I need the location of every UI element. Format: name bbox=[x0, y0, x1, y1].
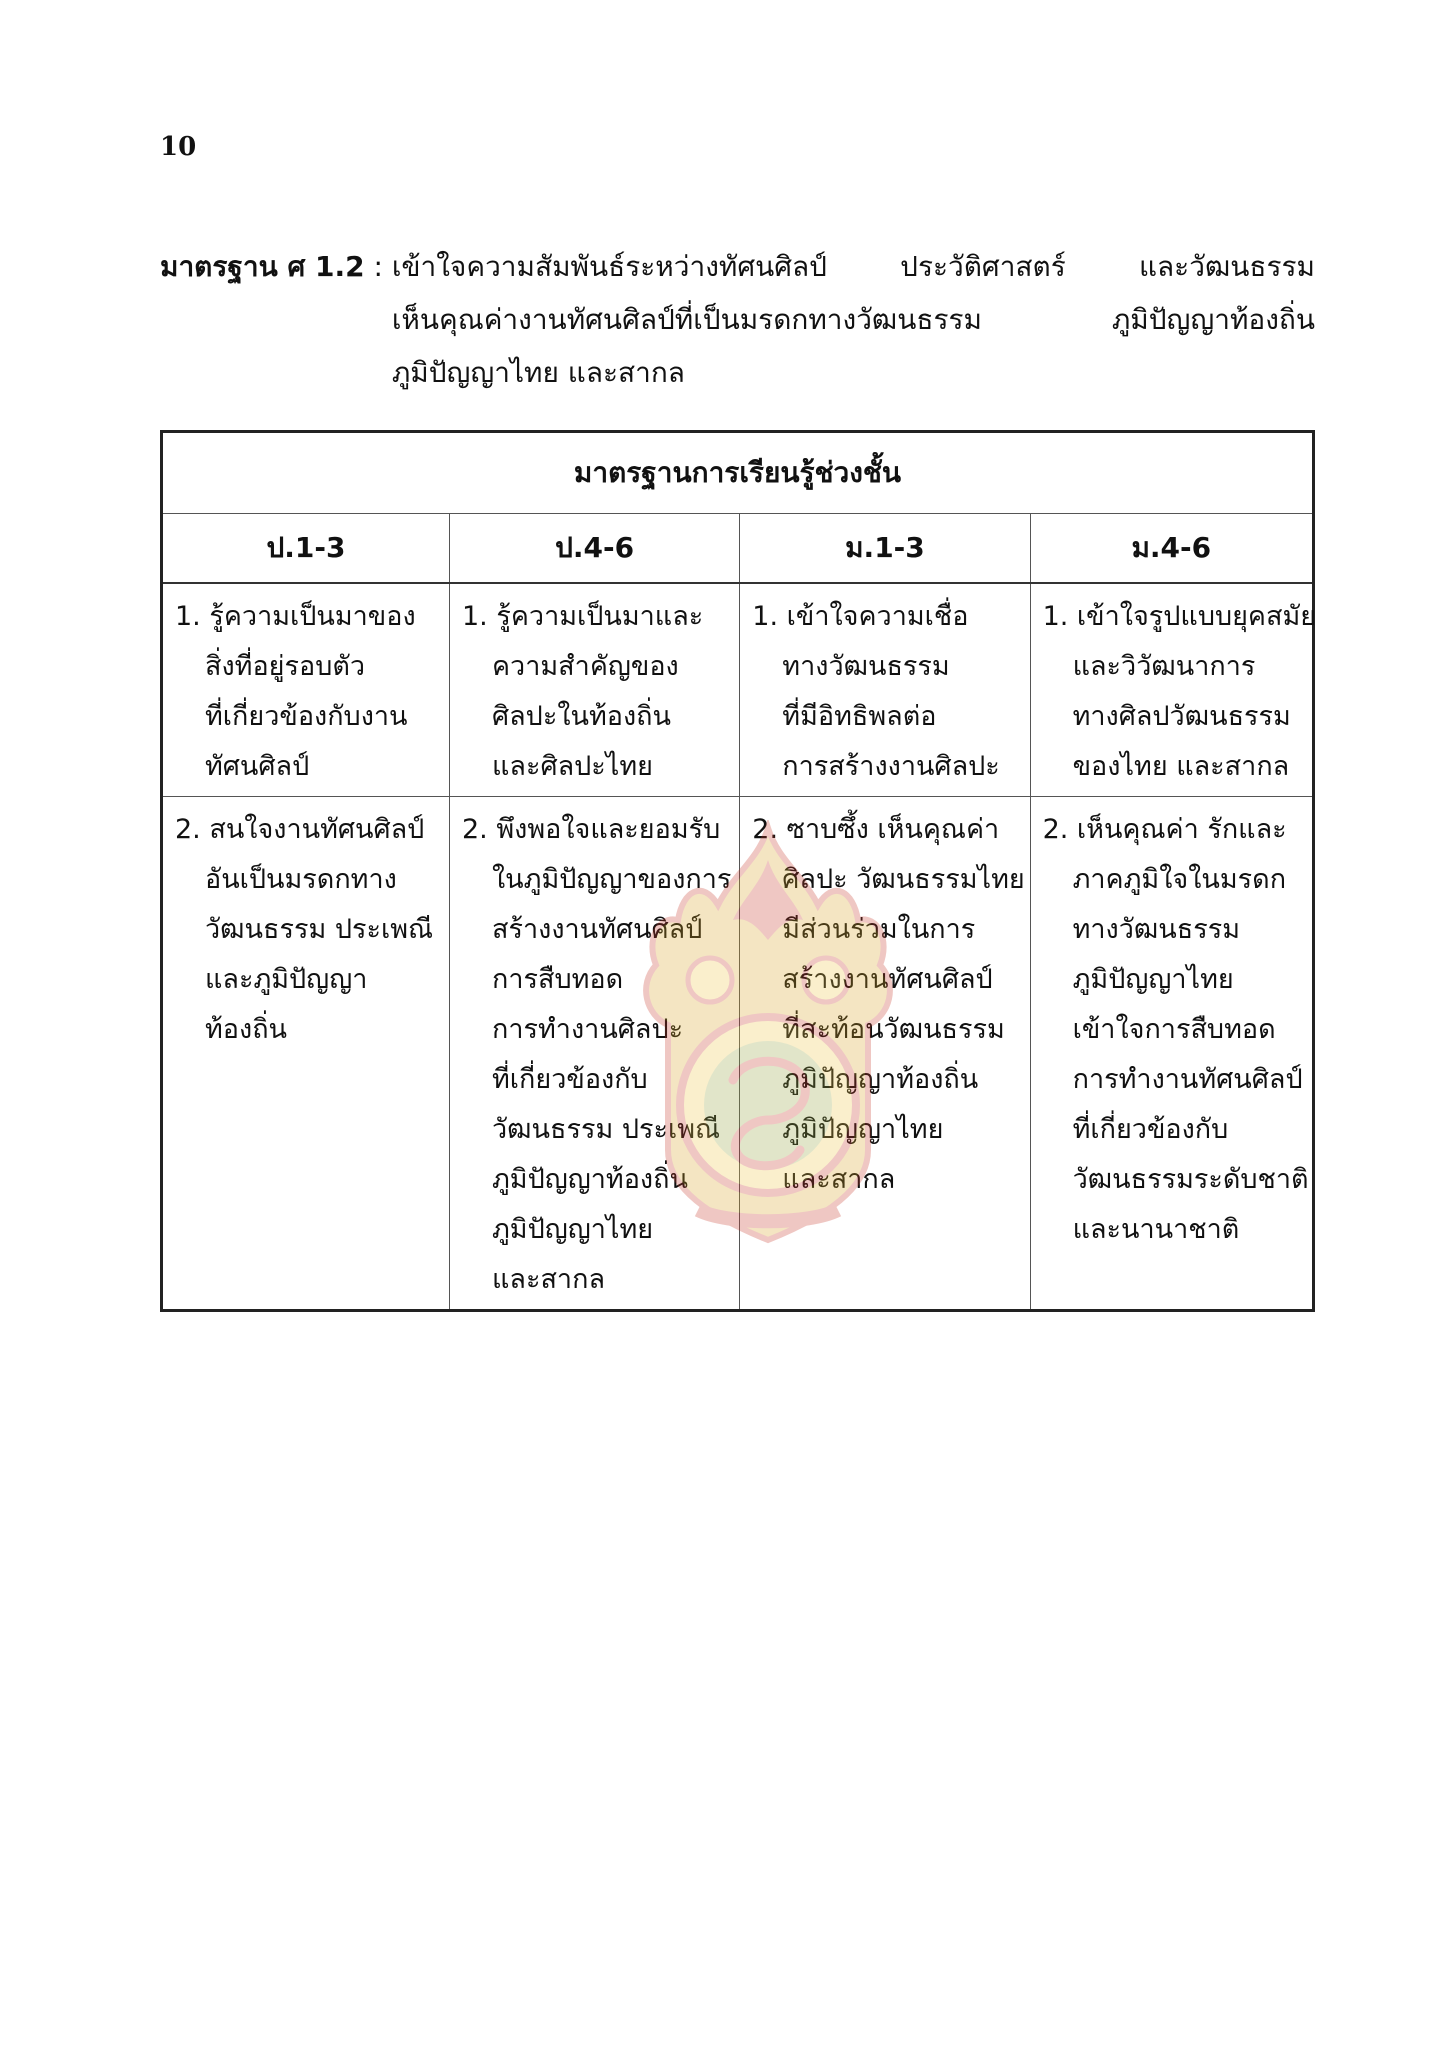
cell-line: 2. พึงพอใจและยอมรับ bbox=[462, 814, 721, 845]
cell-line: 2. เห็นคุณค่า รักและ bbox=[1042, 814, 1287, 845]
table-row bbox=[162, 797, 1314, 1311]
cell-line: สิ่งที่อยู่รอบตัว bbox=[205, 651, 366, 682]
table-title-row bbox=[162, 432, 1314, 514]
cell-line: ภูมิปัญญาไทย bbox=[492, 1214, 654, 1245]
cell-line: ของไทย และสากล bbox=[1072, 751, 1290, 782]
cell-line: ในภูมิปัญญาของการ bbox=[492, 864, 732, 895]
cell-line: 2. ซาบซึ้ง เห็นคุณค่า bbox=[752, 814, 1000, 845]
cell-line: ที่มีอิทธิพลต่อ bbox=[782, 701, 937, 732]
cell-line: ทางวัฒนธรรม bbox=[782, 651, 950, 682]
cell-line: และภูมิปัญญา bbox=[205, 964, 368, 995]
table-cell bbox=[162, 797, 450, 1311]
table-cell bbox=[1030, 583, 1317, 797]
cell-line: 1. เข้าใจความเชื่อ bbox=[752, 601, 969, 632]
cell-line: สร้างงานทัศนศิลป์ bbox=[492, 914, 703, 945]
table-row bbox=[162, 583, 1314, 797]
learning-standards-table bbox=[160, 430, 1315, 1312]
table-cell bbox=[1030, 797, 1313, 1311]
cell-line: ที่เกี่ยวข้องกับ bbox=[492, 1064, 648, 1095]
cell-line: ศิลปะ วัฒนธรรมไทย bbox=[782, 864, 1025, 895]
cell-line: และสากล bbox=[492, 1264, 605, 1295]
standard-colon: : bbox=[364, 250, 392, 283]
cell-line: เข้าใจการสืบทอด bbox=[1072, 1014, 1276, 1045]
standard-line: เห็นคุณค่างานทัศนศิลป์ที่เป็นมรดกทางวัฒนธรรม ภูมิปัญญาท้องถิ่น bbox=[391, 303, 1315, 336]
cell-line: และศิลปะไทย bbox=[492, 751, 653, 782]
cell-line: และสากล bbox=[782, 1164, 896, 1195]
standard-line: ภูมิปัญญาไทย และสากล bbox=[391, 356, 685, 389]
table-cell bbox=[740, 797, 1030, 1311]
cell-line: ทางวัฒนธรรม bbox=[1072, 914, 1241, 945]
cell-line: สร้างงานทัศนศิลป์ bbox=[782, 964, 993, 995]
cell-line: ที่สะท้อนวัฒนธรรม bbox=[782, 1014, 1005, 1045]
page-number: 10 bbox=[160, 132, 197, 162]
level-header: ม.1-3 bbox=[740, 514, 1030, 584]
cell-line: การทำงานทัศนศิลป์ bbox=[1072, 1064, 1303, 1095]
standard-line: เข้าใจความสัมพันธ์ระหว่างทัศนศิลป์ ประวัติศาสตร์ และวัฒนธรรม bbox=[391, 250, 1315, 283]
level-header: ป.1-3 bbox=[162, 514, 450, 584]
standard-description bbox=[392, 240, 1315, 399]
cell-line: และวิวัฒนาการ bbox=[1072, 651, 1256, 682]
cell-line: การสืบทอด bbox=[492, 964, 624, 995]
cell-line: ท้องถิ่น bbox=[205, 1014, 288, 1045]
table-title: มาตรฐานการเรียนรู้ช่วงชั้น bbox=[162, 432, 1314, 514]
level-header: ป.4-6 bbox=[450, 514, 740, 584]
table-cell bbox=[450, 583, 740, 797]
cell-line: 2. สนใจงานทัศนศิลป์ bbox=[175, 814, 425, 845]
cell-line: 1. รู้ความเป็นมาและ bbox=[462, 601, 704, 632]
cell-line: ศิลปะในท้องถิ่น bbox=[492, 701, 671, 732]
cell-line: ภูมิปัญญาไทย bbox=[782, 1114, 944, 1145]
cell-line: 1. เข้าใจรูปแบบยุคสมัย bbox=[1042, 601, 1317, 632]
standard-label: มาตรฐาน ศ 1.2 bbox=[160, 250, 365, 283]
cell-line: ทางศิลปวัฒนธรรม bbox=[1072, 701, 1291, 732]
cell-line: การสร้างงานศิลปะ bbox=[782, 751, 1000, 782]
cell-line: อันเป็นมรดกทาง bbox=[205, 864, 397, 895]
learning-standards-table-container bbox=[160, 430, 1315, 1312]
table-cell bbox=[450, 797, 740, 1311]
table-cell bbox=[740, 583, 1030, 797]
cell-line: ที่เกี่ยวข้องกับงาน bbox=[205, 701, 408, 732]
cell-line: ที่เกี่ยวข้องกับ bbox=[1072, 1114, 1229, 1145]
table-cell bbox=[162, 583, 450, 797]
cell-line: มีส่วนร่วมในการ bbox=[782, 914, 976, 945]
cell-line: การทำงานศิลปะ bbox=[492, 1014, 684, 1045]
cell-line: ความสำคัญของ bbox=[492, 651, 679, 682]
cell-line: ภูมิปัญญาท้องถิ่น bbox=[492, 1164, 688, 1195]
cell-line: ภูมิปัญญาไทย bbox=[1072, 964, 1234, 995]
cell-line: ภาคภูมิใจในมรดก bbox=[1072, 864, 1287, 895]
standard-statement bbox=[160, 240, 1315, 399]
level-header: ม.4-6 bbox=[1030, 514, 1313, 584]
cell-line: ทัศนศิลป์ bbox=[205, 751, 310, 782]
level-header-row bbox=[162, 514, 1314, 584]
cell-line: 1. รู้ความเป็นมาของ bbox=[175, 601, 416, 632]
cell-line: ภูมิปัญญาท้องถิ่น bbox=[782, 1064, 979, 1095]
cell-line: วัฒนธรรม ประเพณี bbox=[492, 1114, 721, 1145]
cell-line: วัฒนธรรมระดับชาติ bbox=[1072, 1164, 1309, 1195]
cell-line: และนานาชาติ bbox=[1072, 1214, 1240, 1245]
cell-line: วัฒนธรรม ประเพณี bbox=[205, 914, 434, 945]
